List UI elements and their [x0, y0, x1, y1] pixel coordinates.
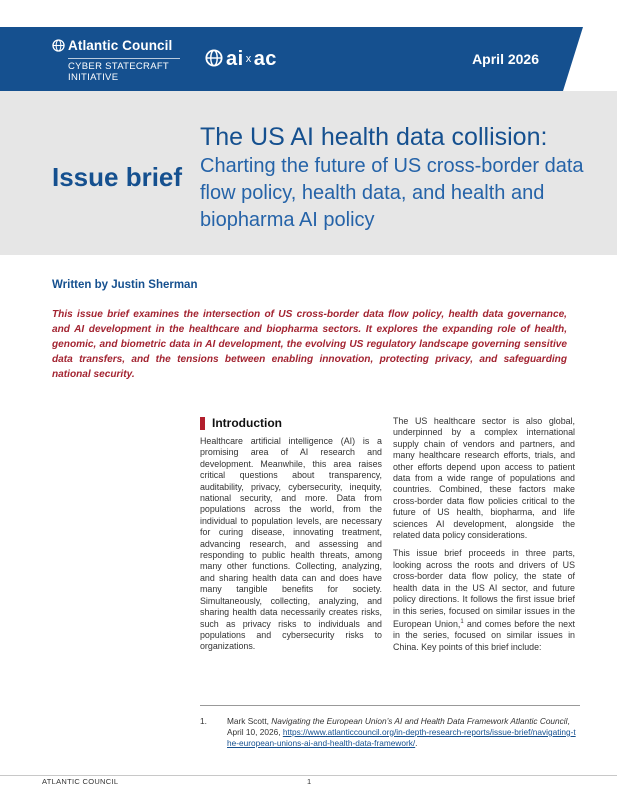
logo-x-text: x	[245, 53, 252, 65]
footnote	[200, 716, 578, 748]
section-heading	[200, 416, 282, 430]
footnote-date: , April 10, 2026,	[227, 716, 570, 737]
globe-icon	[52, 39, 65, 52]
org-name: Atlantic Council	[68, 38, 173, 53]
footnote-text	[227, 716, 578, 748]
initiative-name	[68, 62, 169, 83]
paragraph: Healthcare artificial intelligence (AI) is a promising area of AI research and development. Meanwhile, this area raises critical questions about transparency, auditability, privacy, cybersecurity, inequity, national security, and more. Data from populations across the world, from the individual to population levels, are necessary for curing disease, innovating treatment, advancing research, and assessing and responding to public health threats, among many other functions. Collecting, analyzing, and sharing health data can and does have many tangible benefits for society. Simultaneously, collecting, analyzing, and sharing health data necessarily creates risks, such as privacy risks to individuals and populations and cybersecurity risks to organizations.	[200, 436, 382, 652]
footnote-divider	[200, 705, 580, 706]
publication-date: April 2026	[472, 51, 539, 67]
byline: Written by Justin Sherman	[52, 279, 198, 291]
footnote-number: 1.	[200, 716, 207, 726]
footnote-author: Mark Scott,	[227, 716, 272, 726]
header-banner-tip	[563, 27, 583, 91]
footer-org: ATLANTIC COUNCIL	[42, 777, 119, 786]
body-column-left	[200, 436, 382, 660]
abstract: This issue brief examines the intersection of US cross-border data flow policy, health data governance, and AI development in the healthcare and biopharma sectors. It explores the expanding role of health, genomic, and biometric data in AI development, the evolving US regulatory landscape governing sensitive data transfers, and the tensions between enabling innovation, protecting privacy, and safeguarding national security.	[52, 309, 567, 381]
paragraph-text: This issue brief proceeds in three parts, looking across the roots and drivers of US cross-border data flow policy, the state of health data in the US AI sector, and future policy directions. It follows the first issue brief in this series, focused on similar issues in the European Union,	[393, 548, 575, 629]
page-number: 1	[307, 777, 312, 786]
initiative-line-1: CYBER STATECRAFT	[68, 61, 170, 72]
footnote-ref[interactable]: 1	[460, 618, 464, 625]
report-subtitle: Charting the future of US cross-border data flow policy, health data, and health and biopharma AI policy	[200, 155, 584, 231]
logo-ac-text: ac	[253, 48, 277, 70]
logo-ai-text: ai	[226, 48, 244, 70]
body-column-right	[393, 416, 575, 660]
ai-x-ac-logo	[205, 49, 277, 69]
paragraph: The US healthcare sector is also global, underpinned by a complex international supply chain of vendors and partners, and many healthcare research efforts, trials, and other efforts depend upon access to patient data from a wide range of populations and countries. Combined, these factors make cross-border data flow policies critical to the future of US health, biopharma, and life sciences AI development, alongside the related data policy considerations.	[393, 416, 575, 541]
initiative-line-2: INITIATIVE	[68, 71, 119, 83]
footnote-end: .	[415, 737, 418, 748]
logo-divider	[68, 58, 180, 59]
paragraph-text: and comes before the next in the series, focused on similar issues in China. Key points of this brief include:	[393, 618, 575, 652]
paragraph	[393, 548, 575, 653]
atlantic-council-logo	[52, 37, 172, 55]
report-title: The US AI health data collision:	[200, 123, 548, 151]
footnote-link[interactable]: https://www.atlanticcouncil.org/in-depth-research-reports/issue-brief/navigating-the-european-unions-ai-and-health-data-framework/	[227, 726, 576, 748]
section-heading-text: Introduction	[212, 416, 282, 430]
footnote-title: Navigating the European Union’s AI and Health Data Framework Atlantic Council	[271, 716, 568, 726]
issue-brief-label: Issue brief	[52, 162, 183, 192]
footer-divider	[0, 775, 617, 776]
globe-icon	[205, 49, 223, 67]
